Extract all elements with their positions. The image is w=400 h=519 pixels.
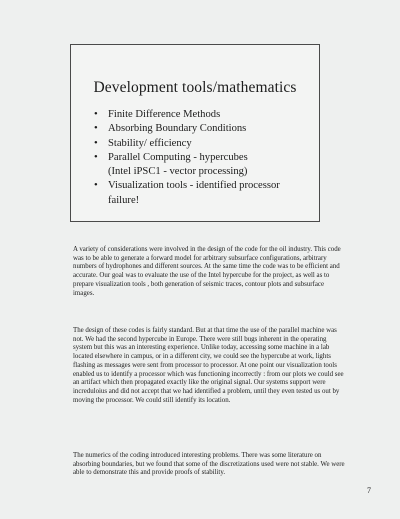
bullet-item: • Stability/ efficiency [93, 137, 280, 151]
bullet-item-continuation: failure! [108, 194, 140, 206]
slide-bullet-list [93, 108, 280, 208]
bullet-item: • Finite Difference Methods [93, 108, 280, 122]
bullet-item: • Parallel Computing - hypercubes [93, 151, 280, 165]
body-paragraph-3: The numerics of the coding introduced interesting problems. There was some literature on absorbing boundaries, but we found that some of the discretizations used were not stable. We were able to demonstrate this and provide proofs of stability. [73, 452, 345, 477]
bullet-item-continuation: (Intel iPSC1 - vector processing) [108, 166, 248, 178]
page-number: 7 [367, 486, 371, 495]
slide-box [70, 44, 320, 222]
bullet-item: • Visualization tools - identified processor [93, 179, 280, 193]
body-paragraph-2: The design of these codes is fairly standard. But at that time the use of the parallel machine was not. We had the second hypercube in Europe. There were still bugs inherent in the operating system but this was an interesting experience. Unlike today, accessing some machine in a lab located elsewhere in campus, or in a different city, we could see the hypercube at work, lights flashing as messages were sent from processor to processor. At one point our visualization tools enabled us to identify a processor which was functioning incorrectly : from our plots we could see an artifact which then propagated exactly like the original signal. Our systems support were increduloius and did not accept that we had identified a problem, until they even tested us out by moving the processor. We could still identify its location. [73, 327, 344, 404]
bullet-item: • Absorbing Boundary Conditions [93, 122, 280, 136]
slide-title: Development tools/mathematics [93, 79, 297, 96]
body-paragraph-1: A variety of considerations were involved in the design of the code for the oil industry. This code was to be able to generate a forward model for arbitrary subsurface configurations, arbitrary numbers of hydrophones and different sources. At the same time the code was to be efficient and accurate. Our goal was to evaluate the use of the Intel hypercube for the project, as well as to prepare visualization tools , both generation of seismic traces, contour plots and subsurface images. [73, 246, 341, 297]
